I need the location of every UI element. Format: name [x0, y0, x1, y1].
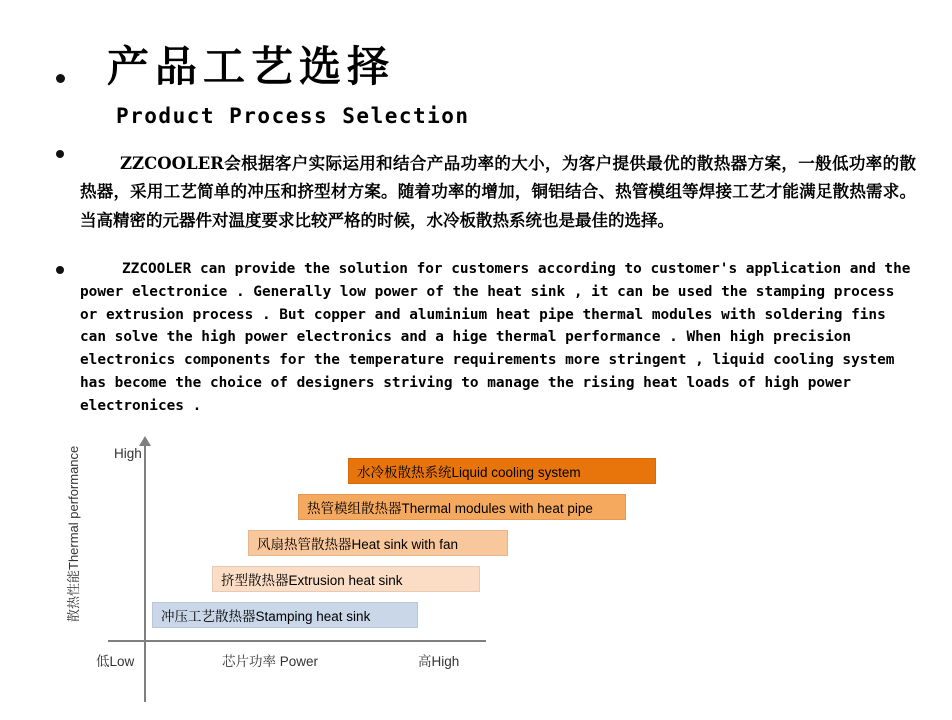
bullet-icon — [56, 266, 64, 274]
chart-x-low-label: 低Low — [96, 654, 135, 669]
page-title-cn: 产品工艺选择 — [107, 42, 396, 91]
chart-bar: 风扇热管散热器Heat sink with fan — [248, 530, 508, 556]
paragraph-en-block — [56, 258, 926, 417]
paragraph-en: ZZCOOLER can provide the solution for customers according to customer's application and the power electronice . Generally low power of the heat sink , it can be used the stamping process or extrusion process . But copper and aluminium heat pipe thermal modules with soldering fins can solve the high power electronics and a hige thermal performance . When high precision electronics components for the temperature requirements more stringent , liquid cooling system has become the choice of designers striving to manage the rising heat loads of high power electronices . — [80, 261, 911, 414]
bullet-icon — [56, 74, 65, 83]
slide-title-row — [56, 44, 395, 90]
chart-y-axis — [144, 444, 146, 702]
page-title-en: Product Process Selection — [116, 104, 470, 128]
chart-bar: 冲压工艺散热器Stamping heat sink — [152, 602, 418, 628]
chart-y-axis-title: 散热性能Thermal performance — [66, 445, 81, 622]
chart-x-high-label: 高High — [418, 654, 460, 669]
paragraph-cn: ZZCOOLER会根据客户实际运用和结合产品功率的大小，为客户提供最优的散热器方案，一般低功率的散热器，采用工艺简单的冲压和挤型材方案。随着功率的增加，铜铝结合、热管模组等焊接工艺才能满足散热需求。当高精密的元器件对温度要求比较严格的时候，水冷板散热系统也是最佳的选择。 — [80, 154, 916, 230]
chart-x-axis-title: 芯片功率 Power — [222, 654, 319, 669]
chart-bar: 热管模组散热器Thermal modules with heat pipe — [298, 494, 626, 520]
process-selection-chart — [66, 432, 710, 702]
chart-bar: 水冷板散热系统Liquid cooling system — [348, 458, 656, 484]
chart-bar: 挤型散热器Extrusion heat sink — [212, 566, 480, 592]
paragraph-cn-block — [56, 150, 916, 235]
bullet-icon — [56, 150, 64, 158]
chart-y-high-label: High — [114, 446, 142, 461]
chart-y-axis-arrow-icon — [139, 436, 151, 446]
chart-x-axis — [108, 640, 486, 642]
